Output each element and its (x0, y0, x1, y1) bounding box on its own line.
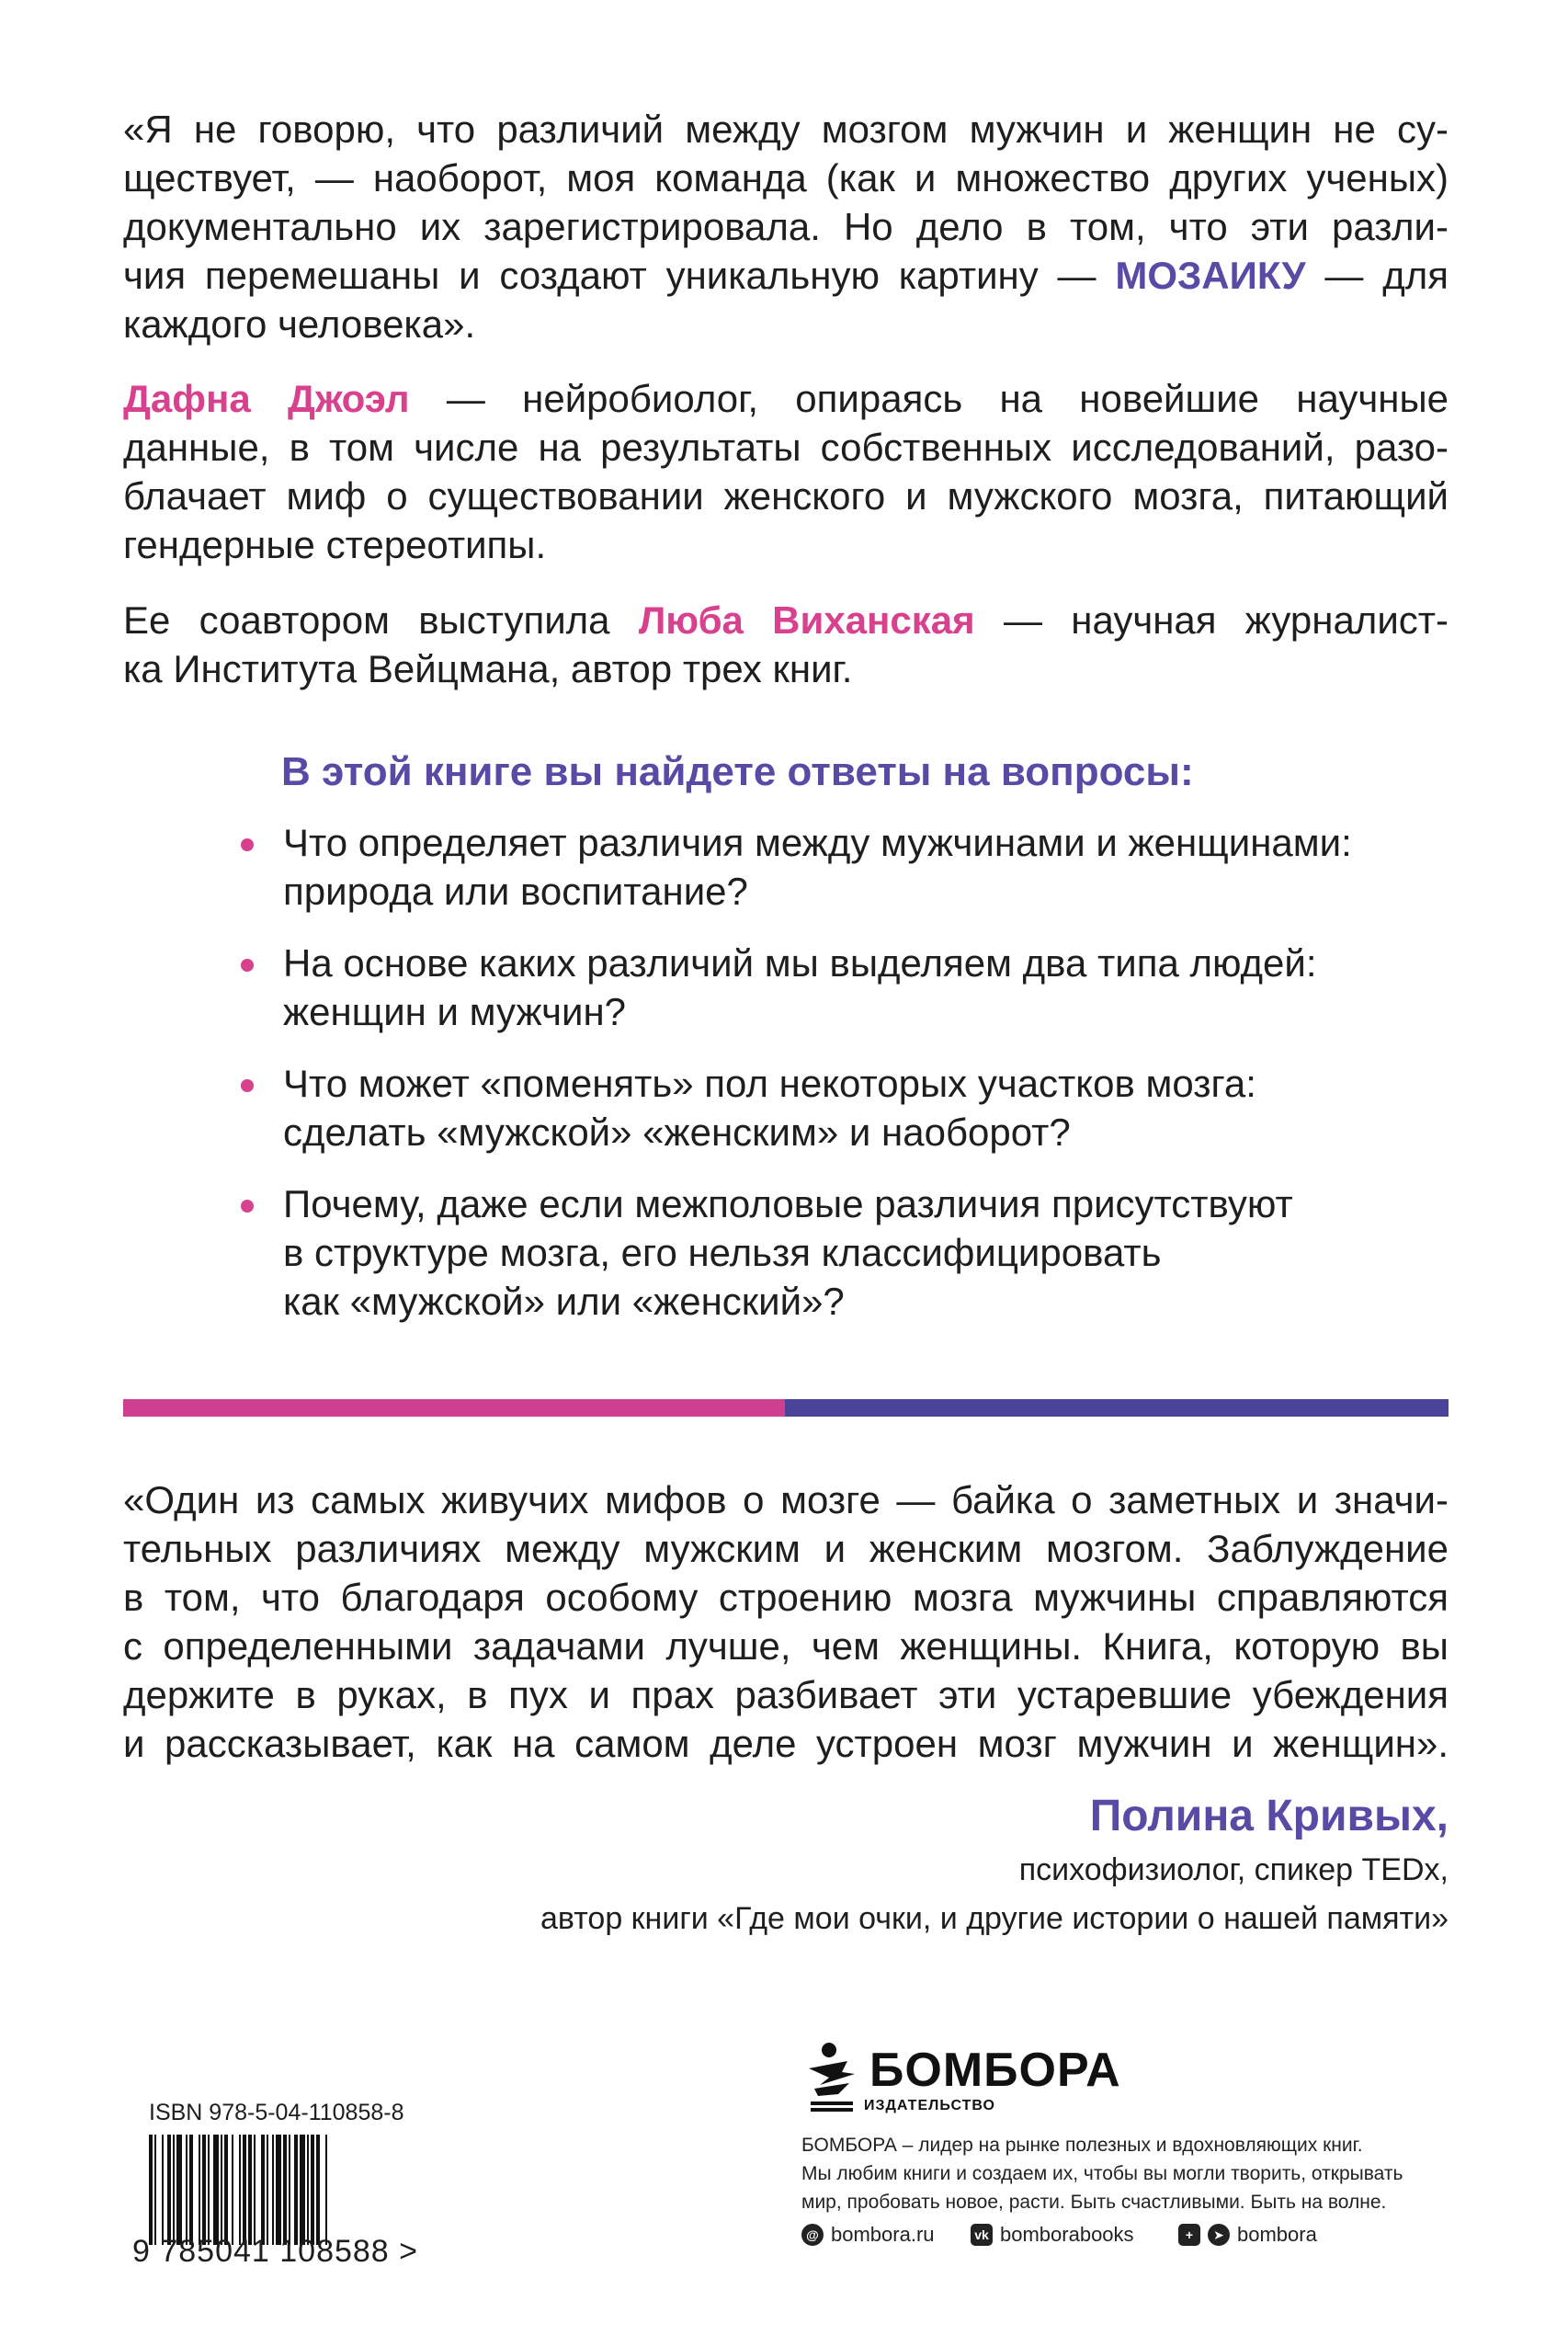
intro-line: каждого человека». (123, 302, 476, 346)
intro-quote (123, 105, 1449, 348)
author-line: гендерные стереотипы. (123, 523, 547, 566)
social-telegram[interactable] (1178, 2223, 1317, 2247)
barcode-bar (186, 2135, 187, 2245)
coauthor-line (123, 596, 1449, 644)
barcode-bar (208, 2135, 210, 2245)
plus-icon: + (1178, 2224, 1200, 2246)
barcode-bar (199, 2135, 200, 2245)
intro-line (123, 251, 1449, 300)
author-line (123, 374, 1449, 423)
question-line: как «мужской» или «женский»? (283, 1280, 845, 1323)
globe-icon: @ (801, 2224, 824, 2246)
author-line: данные, в том числе на результаты собственных исследований, разо- (123, 426, 1449, 469)
question-line: Что определяет различия между мужчинами и женщинами: (283, 821, 1352, 864)
question-line: Что может «поменять» пол некоторых участков мозга: (283, 1062, 1256, 1105)
section-divider (123, 1399, 1449, 1417)
question-line: в структуре мозга, его нельзя классифицировать (283, 1231, 1162, 1274)
intro-line: «Я не говорю, что различий между мозгом мужчин и женщин не су- (123, 108, 1449, 151)
coauthor-line: ка Института Вейцмана, автор трех книг. (123, 647, 853, 690)
bullet-dot-icon (241, 1200, 254, 1213)
barcode-bar (239, 2135, 241, 2245)
barcode-bar (213, 2135, 219, 2245)
intro-text: чия перемешаны и создают уникальную картину — (123, 254, 1116, 297)
question-line: сделать «мужской» «женским» и наоборот? (283, 1111, 1071, 1154)
social-website[interactable] (801, 2223, 935, 2247)
bombora-logo-icon (801, 2041, 860, 2114)
barcode-bar (221, 2135, 222, 2245)
question-line: женщин и мужчин? (283, 990, 626, 1033)
author-line: блачает миф о существовании женского и мужского мозга, питающий (123, 474, 1449, 518)
barcode-bar (149, 2135, 153, 2245)
author-name: Дафна Джоэл (123, 377, 410, 420)
question-item (241, 818, 1454, 916)
review-line: тельных различиях между мужским и женским мозгом. Заблуждение (123, 1527, 1449, 1570)
barcode (147, 2135, 443, 2245)
barcode-bar (232, 2135, 233, 2245)
barcode-bar (276, 2135, 281, 2245)
intro-text: — для (1305, 254, 1449, 297)
questions-list (241, 818, 1454, 1349)
bullet-dot-icon (241, 838, 254, 851)
barcode-digits: 9 785041 108588 > (132, 2234, 419, 2269)
barcode-bar (294, 2135, 298, 2245)
review-line: и рассказывает, как на самом деле устроен мозг мужчин и женщин». (123, 1722, 1449, 1765)
review-quote (123, 1475, 1449, 1768)
barcode-bar (316, 2135, 320, 2245)
barcode-bar (272, 2135, 274, 2245)
barcode-bar (162, 2135, 164, 2245)
social-label: bombora (1237, 2223, 1317, 2246)
intro-line: ществует, — наоборот, моя команда (как и множество других ученых) (123, 156, 1449, 199)
reviewer-name: Полина Кривых, (1089, 1792, 1449, 1840)
author-text: — нейробиолог, опираясь на новейшие научные (409, 377, 1449, 420)
telegram-icon: ➤ (1208, 2224, 1230, 2246)
barcode-bar (167, 2135, 171, 2245)
divider-purple-segment (785, 1399, 1449, 1417)
barcode-bar (248, 2135, 252, 2245)
coauthor-name: Люба Виханская (638, 598, 975, 642)
intro-line: документально их зарегистрировала. Но дело в том, что эти разли- (123, 205, 1449, 248)
social-label: bomborabooks (1000, 2223, 1134, 2246)
barcode-bar (224, 2135, 228, 2245)
question-line: Почему, даже если межполовые различия присутствуют (283, 1182, 1293, 1225)
bullet-dot-icon (241, 959, 254, 972)
question-line: На основе каких различий мы выделяем два типа людей: (283, 941, 1317, 985)
vk-icon: vk (971, 2224, 993, 2246)
publisher-description: мир, пробовать новое, расти. Быть счастливыми. Быть на волне. (801, 2192, 1387, 2213)
barcode-bar (254, 2135, 256, 2245)
barcode-bar (154, 2135, 156, 2245)
barcode-bar (243, 2135, 246, 2245)
coauthor-text: Ее соавтором выступила (123, 598, 639, 642)
barcode-bar (189, 2135, 193, 2245)
barcode-bar (300, 2135, 305, 2245)
barcode-bar (325, 2135, 327, 2245)
barcode-bar (202, 2135, 206, 2245)
review-line: в том, что благодаря особому строению мозга мужчины справляются (123, 1576, 1449, 1619)
coauthor-text: — научная журналист- (974, 598, 1449, 642)
barcode-bar (176, 2135, 182, 2245)
review-line: «Один из самых живучих мифов о мозге — байка о заметных и значи- (123, 1478, 1449, 1521)
barcode-bar (261, 2135, 265, 2245)
review-line: с определенными задачами лучше, чем женщины. Книга, которую вы (123, 1624, 1449, 1668)
question-item (241, 1059, 1454, 1156)
coauthor-paragraph (123, 596, 1449, 693)
isbn-label: ISBN 978-5-04-110858-8 (149, 2100, 404, 2125)
barcode-bar (267, 2135, 268, 2245)
barcode-bar (311, 2135, 314, 2245)
publisher-description: Мы любим книги и создаем их, чтобы вы могли творить, открывать (801, 2163, 1403, 2184)
reviewer-book: автор книги «Где мои очки, и другие истории о нашей памяти» (540, 1901, 1449, 1936)
question-item (241, 939, 1454, 1036)
social-label: bombora.ru (831, 2223, 935, 2246)
publisher-subtitle: ИЗДАТЕЛЬСТВО (864, 2098, 995, 2113)
reviewer-role: психофизиолог, спикер TEDx, (1018, 1852, 1449, 1887)
divider-pink-segment (123, 1399, 785, 1417)
author-paragraph (123, 374, 1449, 569)
mosaic-highlight: МОЗАИКУ (1115, 254, 1306, 297)
review-line: держите в руках, в пух и прах разбивает эти устаревшие убеждения (123, 1673, 1449, 1716)
question-item (241, 1179, 1454, 1326)
barcode-bar (289, 2135, 290, 2245)
barcode-bar (307, 2135, 309, 2245)
publisher-description: БОМБОРА – лидер на рынке полезных и вдохновляющих книг. (801, 2135, 1363, 2156)
publisher-name: БОМБОРА (869, 2044, 1121, 2097)
social-vk[interactable] (971, 2223, 1134, 2247)
barcode-bar (173, 2135, 175, 2245)
question-line: природа или воспитание? (283, 870, 748, 913)
barcode-bar (283, 2135, 287, 2245)
bullet-dot-icon (241, 1079, 254, 1092)
questions-heading: В этой книге вы найдете ответы на вопросы: (281, 749, 1194, 794)
